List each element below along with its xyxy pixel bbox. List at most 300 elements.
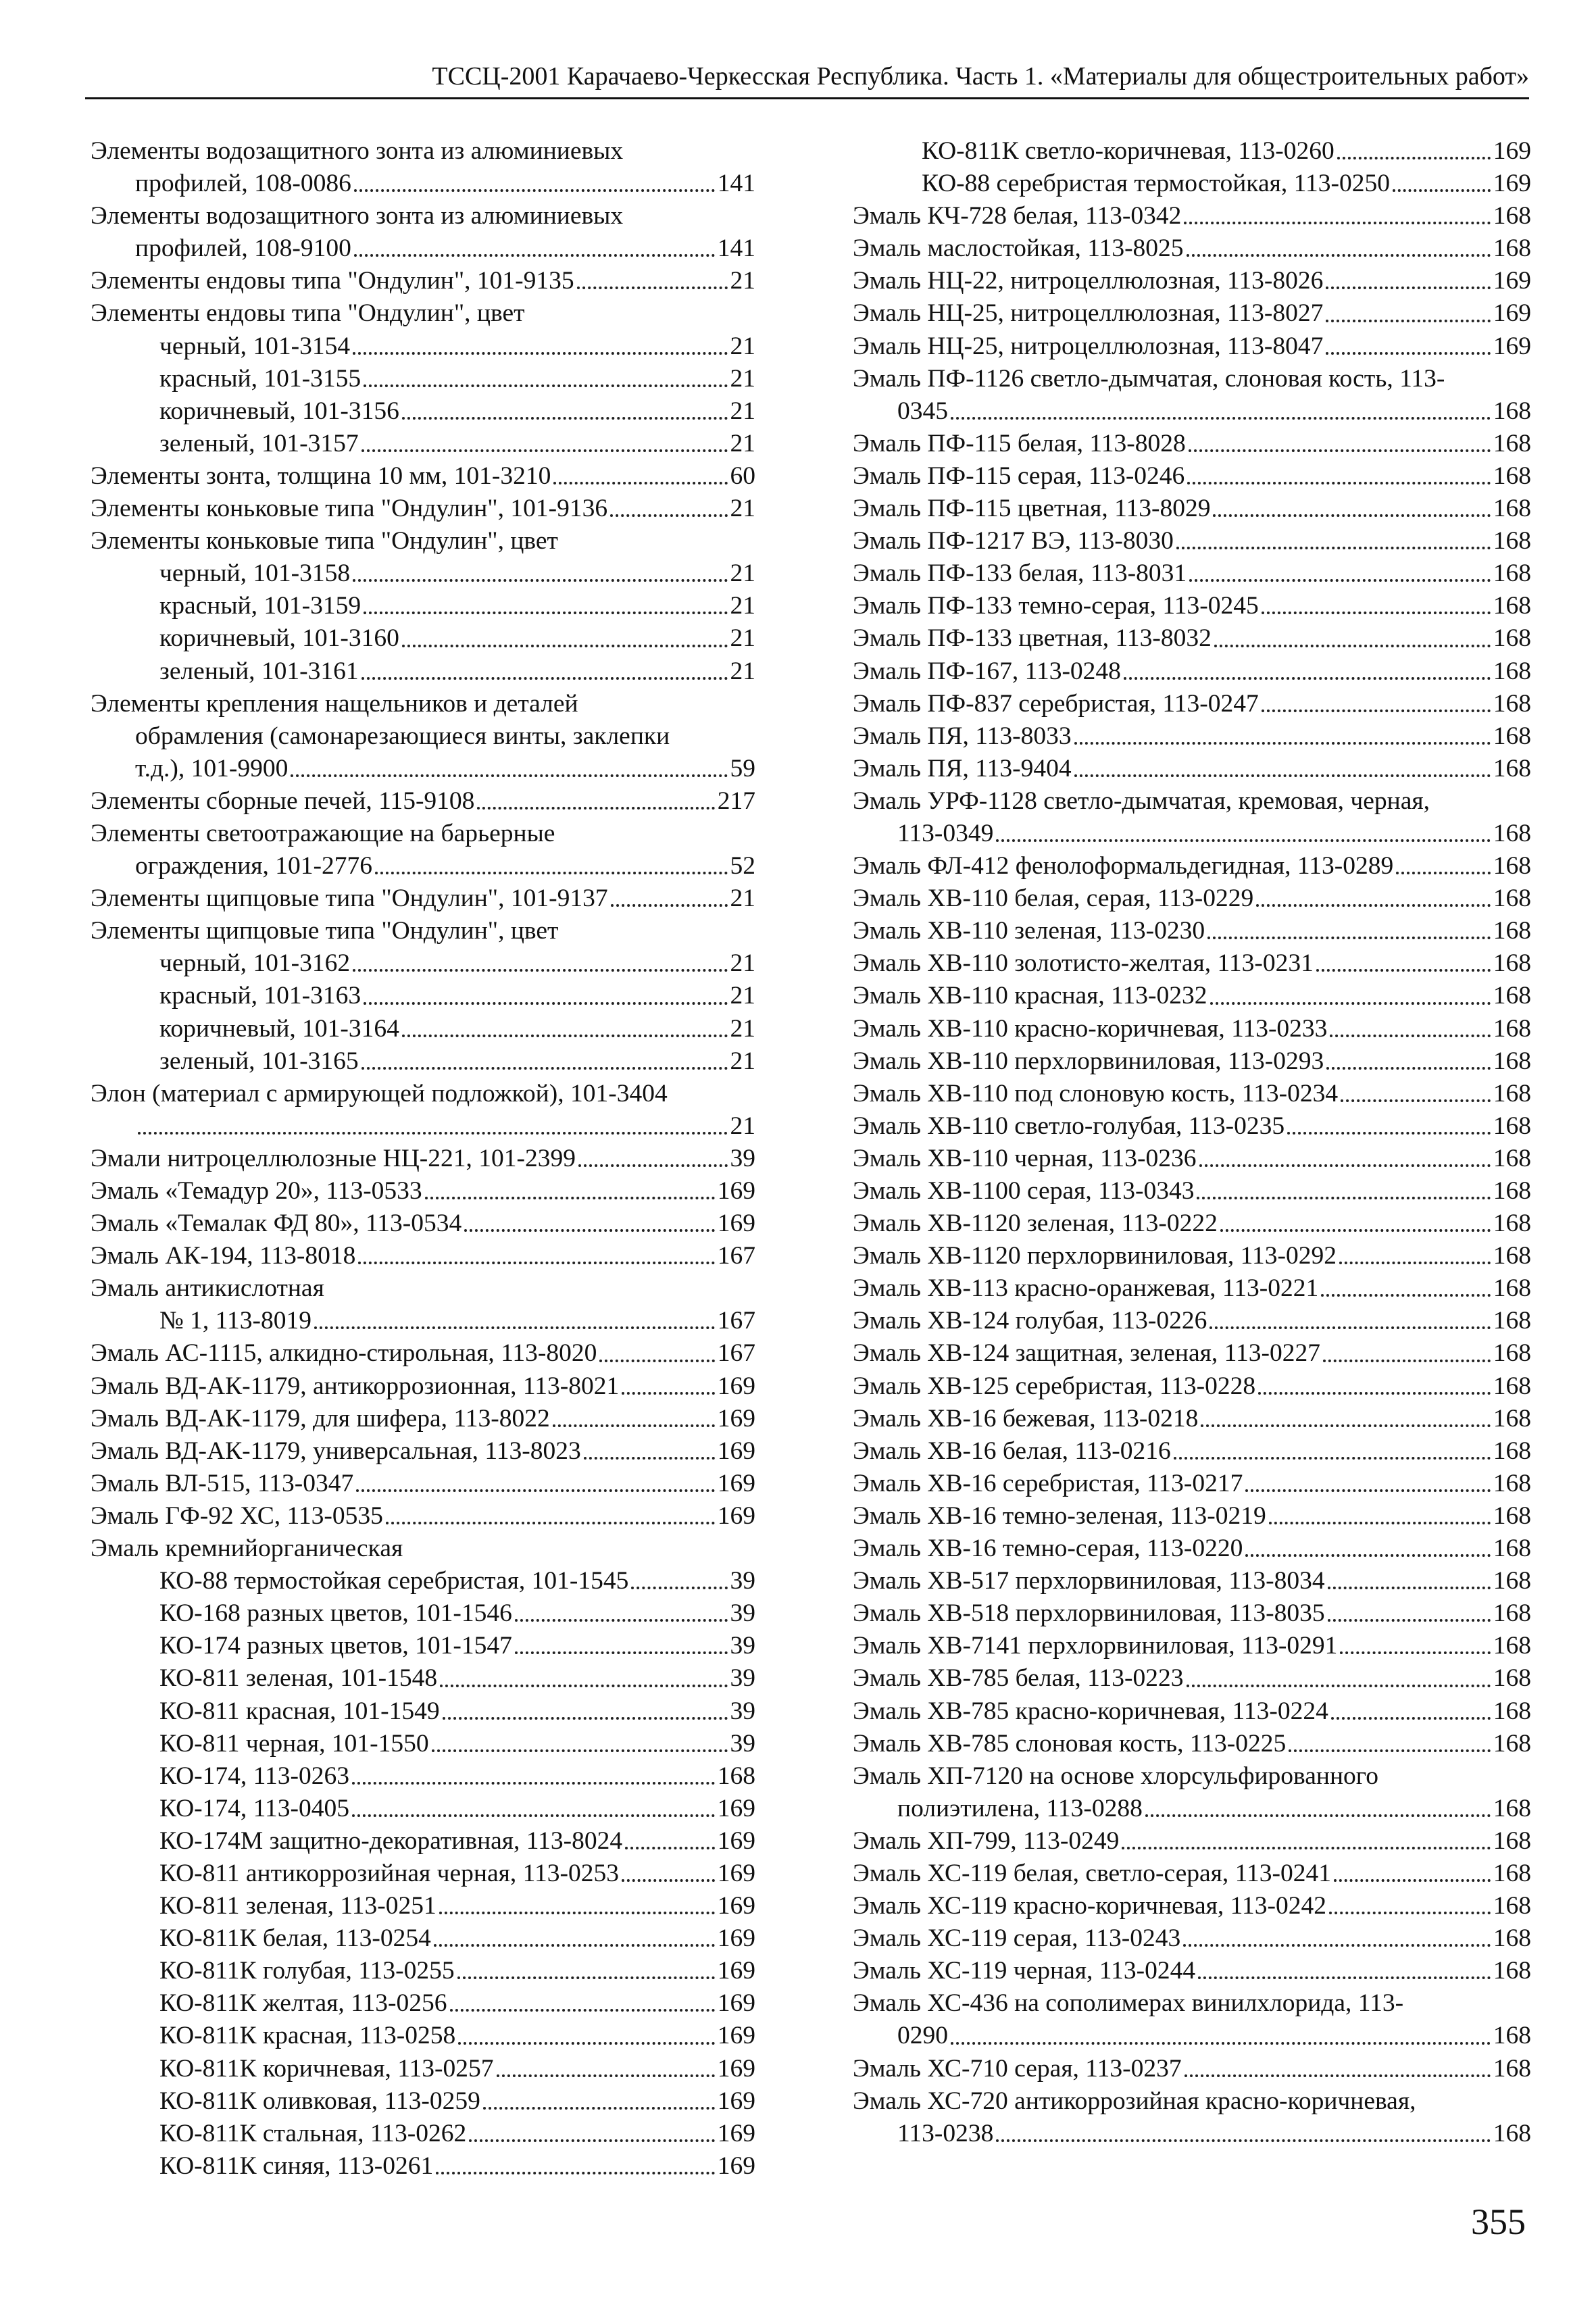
- index-entry: [853, 1013, 1531, 1045]
- index-entry: [91, 1662, 755, 1695]
- index-entry: [853, 2053, 1531, 2085]
- dot-leader: [354, 253, 715, 257]
- index-entry-page: 168: [1493, 429, 1531, 457]
- index-entry: [853, 265, 1531, 297]
- dot-leader: [553, 481, 727, 484]
- index-entry-line: [91, 1078, 755, 1110]
- index-entry-text: ограждения, 101-2776: [135, 852, 373, 880]
- dot-leader: [138, 1131, 728, 1135]
- index-entry-line: [91, 1468, 755, 1500]
- index-entry-text: Эмаль «Темадур 20», 113-0533: [91, 1177, 422, 1205]
- index-entry-text: Эмаль АК-194, 113-8018: [91, 1242, 356, 1270]
- index-entry-line: [91, 200, 755, 232]
- dot-leader: [578, 1164, 727, 1167]
- index-entry-page: 169: [717, 1859, 755, 1887]
- index-entry-page: 168: [1493, 202, 1531, 230]
- index-entry-text: Эмаль ХВ-1120 перхлорвиниловая, 113-0292: [853, 1242, 1337, 1270]
- index-entry-text: КО-811К светло-коричневая, 113-0260: [922, 137, 1335, 165]
- index-entry-page: 169: [1493, 170, 1531, 198]
- index-entry: [91, 297, 755, 330]
- index-entry: [853, 135, 1531, 168]
- index-entry-page: 169: [717, 1437, 755, 1465]
- index-entry: [91, 1208, 755, 1240]
- index-entry-text: Эмаль ХВ-124 голубая, 113-0226: [853, 1307, 1207, 1335]
- index-entry: [91, 785, 755, 818]
- index-entry-line: [91, 525, 755, 557]
- index-entry-text: Эмаль ПФ-837 серебристая, 113-0247: [853, 689, 1259, 718]
- index-entry-text: Эмаль НЦ-22, нитроцеллюлозная, 113-8026: [853, 267, 1324, 295]
- index-entry: [853, 882, 1531, 915]
- index-entry: [91, 980, 755, 1012]
- dot-leader: [352, 1781, 715, 1785]
- dot-leader: [1262, 611, 1491, 614]
- dot-leader: [1337, 156, 1491, 159]
- index-entry-line: [853, 2118, 1531, 2150]
- index-entry-text: Эмаль ПФ-115 белая, 113-8028: [853, 429, 1186, 457]
- index-entry: [853, 1045, 1531, 1078]
- dot-leader: [951, 416, 1491, 420]
- index-entry-text: Эмаль ХВ-16 бежевая, 113-0218: [853, 1404, 1199, 1433]
- index-entry-page: 39: [730, 1144, 755, 1172]
- index-entry-text: Эмаль НЦ-25, нитроцеллюлозная, 113-8027: [853, 299, 1324, 328]
- index-entry-text: КО-811 красная, 101-1549: [159, 1697, 440, 1725]
- dot-leader: [1326, 286, 1490, 289]
- dot-leader: [436, 2171, 714, 2174]
- index-entry: [853, 1305, 1531, 1337]
- dot-leader: [1245, 1553, 1490, 1557]
- index-entry-text: Эмаль ХС-119 белая, светло-серая, 113-0241: [853, 1859, 1332, 1887]
- index-entry-line: [159, 1662, 755, 1695]
- index-entry: [853, 493, 1531, 525]
- index-entry: [91, 1728, 755, 1760]
- index-entry-text: Эмаль кремнийорганическая: [91, 1535, 403, 1563]
- index-entry-line: [853, 1987, 1531, 2020]
- index-entry-page: 168: [1493, 495, 1531, 523]
- index-entry-page: 168: [1493, 1307, 1531, 1335]
- index-entry-page: 168: [1493, 1404, 1531, 1433]
- index-entry-text: КО-811 антикоррозийная черная, 113-0253: [159, 1859, 619, 1887]
- dot-leader: [1187, 253, 1491, 257]
- index-entry-text: Эмаль ХВ-785 красно-коричневая, 113-0224: [853, 1697, 1328, 1725]
- dot-leader: [386, 1521, 715, 1524]
- index-entry: [853, 980, 1531, 1012]
- index-entry-line: [853, 753, 1531, 785]
- index-entry-line: [91, 785, 755, 818]
- index-entry: [91, 1435, 755, 1468]
- index-entry-page: 39: [730, 1632, 755, 1660]
- index-entry-text: Эмаль ХВ-1100 серая, 113-0343: [853, 1177, 1195, 1205]
- dot-leader: [1213, 514, 1490, 517]
- dot-leader: [450, 2008, 715, 2012]
- index-entry: [91, 1500, 755, 1533]
- dot-leader: [553, 1424, 715, 1427]
- index-entry-text: Эмали нитроцеллюлозные НЦ-221, 101-2399: [91, 1144, 576, 1172]
- index-entry-text: Эмаль ФЛ-412 фенолоформальдегидная, 113-0289: [853, 852, 1394, 880]
- index-entry-page: 168: [1493, 2054, 1531, 2083]
- dot-leader: [1326, 319, 1490, 322]
- index-entry: [853, 1533, 1531, 1565]
- index-entry: [853, 1110, 1531, 1143]
- dot-leader: [1396, 871, 1490, 874]
- dot-leader: [1326, 1066, 1491, 1070]
- index-entry-page: 168: [1493, 624, 1531, 653]
- dot-leader: [458, 2041, 715, 2045]
- index-entry-text: Эмаль ХВ-785 белая, 113-0223: [853, 1664, 1184, 1693]
- index-entry-line: [853, 1825, 1531, 1858]
- index-entry: [91, 395, 755, 428]
- index-entry: [91, 818, 755, 882]
- dot-leader: [1331, 1716, 1491, 1720]
- index-entry-text: Эмаль ХВ-125 серебристая, 113-0228: [853, 1372, 1256, 1400]
- index-entry-text: Эмаль ХВ-16 серебристая, 113-0217: [853, 1469, 1243, 1497]
- dot-leader: [1074, 774, 1491, 777]
- dot-leader: [402, 1034, 728, 1037]
- index-entry-text: КО-811К оливковая, 113-0259: [159, 2087, 480, 2115]
- index-entry: [853, 2085, 1531, 2150]
- index-entry: [91, 882, 755, 915]
- dot-leader: [577, 286, 728, 289]
- index-entry-text: т.д.), 101-9900: [135, 754, 289, 782]
- index-entry-page: 168: [1493, 1892, 1531, 1920]
- index-entry-line: [159, 1825, 755, 1858]
- dot-leader: [364, 1001, 727, 1005]
- dot-leader: [443, 1716, 728, 1720]
- index-entry: [853, 1208, 1531, 1240]
- index-entry-page: 168: [1493, 462, 1531, 490]
- index-column-right: [853, 135, 1531, 2150]
- index-entry-text: Эмаль ХВ-110 под слоновую кость, 113-0234: [853, 1079, 1339, 1107]
- index-entry-line: [853, 1858, 1531, 1890]
- index-entry-line: [91, 1110, 755, 1143]
- index-entry-line: [853, 947, 1531, 980]
- index-entry: [853, 688, 1531, 720]
- dot-leader: [1220, 1228, 1491, 1232]
- index-entry-text: Эмаль ХП-7120 на основе хлорсульфированного: [853, 1762, 1378, 1790]
- dot-leader: [625, 1846, 715, 1849]
- index-entry-page: 169: [1493, 137, 1531, 165]
- index-entry-line: [91, 1337, 755, 1370]
- index-entry-page: 169: [717, 1924, 755, 1953]
- index-entry-line: [159, 1987, 755, 2020]
- index-entry: [91, 200, 755, 265]
- index-entry-text: профилей, 108-9100: [135, 234, 351, 263]
- dot-leader: [440, 1684, 727, 1687]
- dot-leader: [1207, 936, 1491, 939]
- index-entry-line: [159, 2085, 755, 2118]
- index-entry-page: 168: [1493, 1014, 1531, 1043]
- index-entry-line: [91, 232, 755, 265]
- index-entry-text: Эмаль ХВ-1120 зеленая, 113-0222: [853, 1210, 1218, 1238]
- index-entry-page: 168: [1493, 1210, 1531, 1238]
- index-entry: [853, 1728, 1531, 1760]
- index-entry-line: [853, 1565, 1531, 1597]
- index-entry-line: [853, 655, 1531, 688]
- index-entry-line: [159, 395, 755, 428]
- index-entry-page: 168: [1493, 1047, 1531, 1075]
- dot-leader: [1189, 449, 1491, 452]
- index-entry-line: [91, 688, 755, 720]
- index-entry-text: Эмаль ХВ-16 белая, 113-0216: [853, 1437, 1171, 1465]
- index-entry-line: [91, 493, 755, 525]
- dot-leader: [1210, 1001, 1491, 1005]
- index-entry: [91, 1858, 755, 1890]
- index-entry: [91, 622, 755, 655]
- index-entry-line: [91, 460, 755, 493]
- dot-leader: [1329, 1911, 1491, 1914]
- index-entry-page: 168: [1493, 1729, 1531, 1758]
- index-entry: [91, 1403, 755, 1435]
- dot-leader: [1184, 221, 1490, 224]
- dot-leader: [1316, 968, 1491, 972]
- dot-leader: [584, 1456, 715, 1460]
- index-entry-page: 168: [1493, 1274, 1531, 1303]
- index-entry-page: 169: [717, 1957, 755, 1985]
- index-entry-text: Элон (материал с армирующей подложкой), 101-3404: [91, 1079, 668, 1107]
- index-entry-text: 113-0238: [897, 2119, 994, 2147]
- index-entry-text: Элементы коньковые типа "Ондулин", цвет: [91, 527, 558, 555]
- dot-leader: [1187, 481, 1490, 484]
- index-entry-text: КО-174 разных цветов, 101-1547: [159, 1632, 512, 1660]
- index-entry: [91, 2020, 755, 2052]
- index-entry: [91, 1890, 755, 1922]
- index-entry-line: [853, 1403, 1531, 1435]
- index-entry-page: 168: [1493, 1957, 1531, 1985]
- index-entry-text: Эмаль маслостойкая, 113-8025: [853, 234, 1184, 263]
- index-entry-page: 52: [730, 852, 755, 880]
- index-entry-line: [159, 622, 755, 655]
- index-entry-line: [853, 1370, 1531, 1403]
- index-entry-page: 168: [717, 1762, 755, 1790]
- index-entry-line: [159, 655, 755, 688]
- index-entry-text: КО-88 серебристая термостойкая, 113-0250: [922, 170, 1390, 198]
- dot-leader: [483, 2106, 715, 2110]
- index-entry-line: [91, 818, 755, 850]
- index-entry: [853, 232, 1531, 265]
- index-entry-line: [159, 363, 755, 395]
- index-entry-line: [91, 135, 755, 168]
- index-entry-text: коричневый, 101-3160: [159, 624, 399, 653]
- index-entry: [91, 1078, 755, 1143]
- index-entry: [91, 1597, 755, 1630]
- dot-leader: [1176, 546, 1491, 549]
- index-entry-page: 21: [730, 364, 755, 393]
- index-entry-text: Эмаль ХВ-110 черная, 113-0236: [853, 1144, 1197, 1172]
- index-entry-line: [853, 1045, 1531, 1078]
- index-entry-text: Эмаль ВЛ-515, 113-0347: [91, 1469, 354, 1497]
- index-entry: [91, 2150, 755, 2183]
- index-entry-line: [853, 1500, 1531, 1533]
- index-entry: [853, 330, 1531, 363]
- index-entry-line: [853, 1208, 1531, 1240]
- index-entry: [91, 1630, 755, 1662]
- index-entry-line: [159, 330, 755, 363]
- index-entry: [853, 363, 1531, 428]
- index-entry-text: Эмаль ПФ-133 белая, 113-8031: [853, 559, 1187, 588]
- index-entry: [91, 1272, 755, 1305]
- index-entry-line: [853, 1272, 1531, 1305]
- index-entry-line: [159, 557, 755, 590]
- index-entry: [853, 1272, 1531, 1305]
- dot-leader: [402, 416, 728, 420]
- index-entry-line: [159, 1858, 755, 1890]
- index-entry-line: [853, 1890, 1531, 1922]
- index-entry: [853, 1987, 1531, 2052]
- index-entry-line: [853, 525, 1531, 557]
- index-entry-text: Эмаль ХС-119 серая, 113-0243: [853, 1924, 1181, 1953]
- index-entry: [91, 1825, 755, 1858]
- index-entry-page: 168: [1493, 1794, 1531, 1822]
- index-entry-page: 21: [730, 885, 755, 913]
- dot-leader: [611, 903, 728, 907]
- index-entry-line: [159, 1955, 755, 1987]
- index-entry-text: КО-811К белая, 113-0254: [159, 1924, 431, 1953]
- index-entry-text: КО-811К красная, 113-0258: [159, 2022, 456, 2050]
- index-entry-page: 169: [717, 1826, 755, 1855]
- index-entry-page: 168: [1493, 1242, 1531, 1270]
- dot-leader: [464, 1228, 714, 1232]
- index-entry: [91, 2085, 755, 2118]
- index-entry-text: полиэтилена, 113-0288: [897, 1794, 1143, 1822]
- index-entry-line: [853, 980, 1531, 1012]
- index-entry-page: 168: [1493, 1112, 1531, 1140]
- index-entry-line: [853, 720, 1531, 753]
- index-entry-page: 168: [1493, 1469, 1531, 1497]
- dot-leader: [1393, 189, 1491, 192]
- index-entry-text: 0290: [897, 2022, 948, 2050]
- index-entry-line: [853, 493, 1531, 525]
- index-entry-page: 168: [1493, 1177, 1531, 1205]
- index-entry-line: [91, 1533, 755, 1565]
- dot-leader: [375, 871, 727, 874]
- dot-leader: [434, 1943, 715, 1947]
- dot-leader: [439, 1911, 715, 1914]
- dot-leader: [1328, 1586, 1491, 1589]
- index-entry-line: [853, 1078, 1531, 1110]
- index-entry: [853, 1858, 1531, 1890]
- index-entry-text: черный, 101-3158: [159, 559, 351, 588]
- dot-leader: [951, 2041, 1491, 2045]
- index-entry-page: 168: [1493, 1567, 1531, 1595]
- index-entry: [853, 1565, 1531, 1597]
- index-entry-line: [159, 1728, 755, 1760]
- index-entry: [91, 1240, 755, 1272]
- index-entry: [91, 460, 755, 493]
- index-entry: [91, 493, 755, 525]
- index-entry-line: [91, 1272, 755, 1305]
- index-entry-line: [853, 915, 1531, 947]
- dot-leader: [631, 1586, 727, 1589]
- index-entry-text: Элементы светоотражающие на барьерные: [91, 819, 555, 847]
- dot-leader: [457, 1976, 715, 1979]
- index-entry-line: [159, 1597, 755, 1630]
- index-entry: [91, 363, 755, 395]
- index-entry-page: 168: [1493, 949, 1531, 978]
- index-entry-text: коричневый, 101-3164: [159, 1014, 399, 1043]
- index-entry: [853, 1435, 1531, 1468]
- index-entry-text: Эмаль КЧ-728 белая, 113-0342: [853, 202, 1182, 230]
- dot-leader: [1201, 1424, 1490, 1427]
- index-entry-line: [853, 363, 1531, 395]
- index-entry-text: Эмаль ВД-АК-1179, антикоррозионная, 113-8021: [91, 1372, 620, 1400]
- index-entry-line: [853, 1793, 1531, 1825]
- index-entry-line: [91, 1175, 755, 1208]
- index-entry-line: [853, 1760, 1531, 1793]
- index-entry-page: 21: [730, 982, 755, 1010]
- index-entry: [91, 1565, 755, 1597]
- index-entry-page: 21: [730, 624, 755, 653]
- index-entry-page: 168: [1493, 1079, 1531, 1107]
- index-entry: [91, 2053, 755, 2085]
- index-entry-text: КО-174, 113-0405: [159, 1794, 349, 1822]
- index-entry-page: 168: [1493, 1826, 1531, 1855]
- running-header: ТССЦ-2001 Карачаево-Черкесская Республика. Часть 1. «Материалы для общестроительных работ»: [85, 61, 1529, 99]
- dot-leader: [1183, 1943, 1490, 1947]
- dot-leader: [1321, 1293, 1491, 1297]
- index-entry-text: Элементы крепления нащельников и деталей: [91, 689, 578, 718]
- index-entry: [91, 1793, 755, 1825]
- index-entry-line: [159, 1305, 755, 1337]
- index-entry-text: Эмаль ПФ-1217 ВЭ, 113-8030: [853, 527, 1174, 555]
- index-entry: [853, 1825, 1531, 1858]
- index-entry-line: [159, 1630, 755, 1662]
- dot-leader: [1341, 1099, 1491, 1102]
- dot-leader: [1174, 1456, 1491, 1460]
- index-entry-text: КО-811К стальная, 113-0262: [159, 2119, 467, 2147]
- index-entry-line: [922, 135, 1531, 168]
- dot-leader: [1326, 351, 1490, 355]
- index-entry: [91, 1337, 755, 1370]
- index-entry-text: Элементы щипцовые типа "Ондулин", 101-9137: [91, 885, 608, 913]
- index-entry-page: 168: [1493, 852, 1531, 880]
- dot-leader: [1124, 676, 1491, 680]
- index-entry-page: 168: [1493, 1372, 1531, 1400]
- index-entry-page: 21: [730, 1112, 755, 1140]
- dot-leader: [1334, 1878, 1491, 1882]
- index-entry: [91, 1987, 755, 2020]
- index-entry: [853, 1370, 1531, 1403]
- index-entry-text: Эмаль ХВ-16 темно-серая, 113-0220: [853, 1535, 1243, 1563]
- index-entry-page: 168: [1493, 754, 1531, 782]
- index-column-left: [91, 135, 755, 2183]
- index-entry-text: КО-88 термостойкая серебристая, 101-1545: [159, 1567, 629, 1595]
- index-entry: [91, 2118, 755, 2150]
- index-entry: [853, 1078, 1531, 1110]
- dot-leader: [1262, 709, 1491, 712]
- index-entry-line: [853, 1110, 1531, 1143]
- index-entry-text: Эмаль ХВ-16 темно-зеленая, 113-0219: [853, 1501, 1266, 1530]
- index-entry-text: Элементы водозащитного зонта из алюминиевых: [91, 137, 624, 165]
- index-entry: [853, 200, 1531, 232]
- index-entry-page: 169: [717, 1372, 755, 1400]
- page-number: 355: [1471, 2201, 1526, 2242]
- dot-leader: [314, 1326, 715, 1329]
- index-entry-text: Эмаль УРФ-1128 светло-дымчатая, кремовая, черная,: [853, 787, 1430, 815]
- index-entry-text: Элементы зонта, толщина 10 мм, 101-3210: [91, 462, 551, 490]
- index-entry-line: [159, 2118, 755, 2150]
- index-entry-page: 60: [730, 462, 755, 490]
- index-entry: [91, 655, 755, 688]
- index-entry: [853, 850, 1531, 882]
- index-entry-text: КО-811К желтая, 113-0256: [159, 1989, 447, 2018]
- dot-leader: [1214, 644, 1491, 647]
- index-entry: [853, 720, 1531, 753]
- index-entry-page: 39: [730, 1729, 755, 1758]
- index-entry-line: [159, 1760, 755, 1793]
- index-entry: [853, 1890, 1531, 1922]
- index-entry-line: [922, 168, 1531, 200]
- index-entry-page: 169: [1493, 299, 1531, 328]
- index-entry-line: [91, 720, 755, 753]
